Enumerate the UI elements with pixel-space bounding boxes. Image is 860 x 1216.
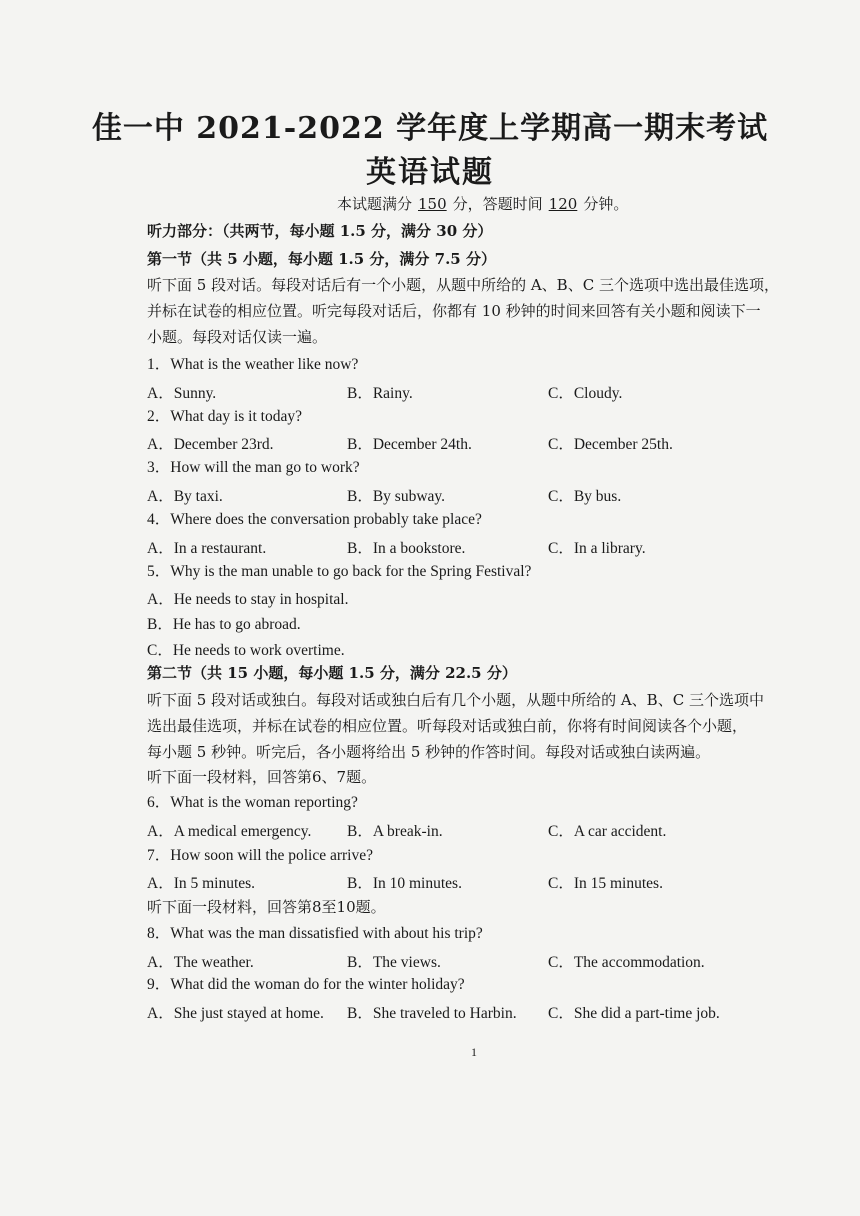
- q6-option-b: B．A break-in.: [347, 823, 443, 840]
- material-intro: 听下面一段材料，回答第6、7题。: [147, 768, 377, 786]
- section1-instruction-line: 并标在试卷的相应位置。听完每段对话后，你都有 10 秒钟的时间来回答有关小题和阅读下一: [147, 302, 761, 320]
- q8-option-a: A．The weather.: [147, 954, 254, 971]
- q7-option-a: A．In 5 minutes.: [147, 875, 256, 892]
- q8-option-b: B．The views.: [347, 954, 441, 971]
- section2-instruction-line: 每小题 5 秒钟。听完后，各小题将给出 5 秒钟的作答时间。每段对话或独白读两遍。: [147, 743, 711, 761]
- question-9: 9．What did the woman do for the winter holiday?: [147, 976, 465, 993]
- q7-option-c: C．In 15 minutes.: [548, 875, 663, 892]
- q5-option-c: C．He needs to work overtime.: [147, 642, 345, 659]
- q3-option-c: C．By bus.: [548, 488, 622, 505]
- section1-instruction-line: 听下面 5 段对话。每段对话后有一个小题，从题中所给的 A、B、C 三个选项中选出最佳选项，: [147, 276, 779, 294]
- q2-option-a: A．December 23rd.: [147, 436, 274, 453]
- q1-option-c: C．Cloudy.: [548, 385, 623, 402]
- question-2: 2．What day is it today?: [147, 408, 302, 425]
- exam-title: 佳一中 2021-2022 学年度上学期高一期末考试: [91, 111, 769, 146]
- q1-option-a: A．Sunny.: [147, 385, 217, 402]
- score-info: [337, 193, 628, 214]
- q5-option-b: B．He has to go abroad.: [147, 616, 301, 633]
- q2-option-c: C．December 25th.: [548, 436, 673, 453]
- q9-option-a: A．She just stayed at home.: [147, 1005, 324, 1022]
- q7-option-b: B．In 10 minutes.: [347, 875, 462, 892]
- section1-instruction-line: 小题。每段对话仅读一遍。: [147, 328, 328, 346]
- score-mid: 分，答题时间: [452, 195, 543, 213]
- q3-option-b: B．By subway.: [347, 488, 446, 505]
- q1-option-b: B．Rainy.: [347, 385, 413, 402]
- material-intro: 听下面一段材料，回答第8至10题。: [147, 898, 386, 916]
- question-1: 1．What is the weather like now?: [147, 356, 359, 373]
- section2-instruction-line: 选出最佳选项，并标在试卷的相应位置。听每段对话或独白前，你将有时间阅读各个小题，: [147, 717, 748, 735]
- time-value: 120: [548, 195, 578, 213]
- q4-option-b: B．In a bookstore.: [347, 540, 466, 557]
- question-4: 4．Where does the conversation probably take place?: [147, 511, 482, 528]
- question-8: 8．What was the man dissatisfied with about his trip?: [147, 925, 483, 942]
- question-3: 3．How will the man go to work?: [147, 459, 360, 476]
- score-value: 150: [418, 195, 447, 213]
- q8-option-c: C．The accommodation.: [548, 954, 705, 971]
- question-7: 7．How soon will the police arrive?: [147, 847, 373, 864]
- score-prefix: 本试题满分: [337, 195, 413, 213]
- question-5: 5．Why is the man unable to go back for the Spring Festival?: [147, 563, 532, 580]
- score-suffix: 分钟。: [583, 195, 629, 213]
- q9-option-b: B．She traveled to Harbin.: [347, 1005, 517, 1022]
- question-6: 6．What is the woman reporting?: [147, 794, 358, 811]
- section2-instruction-line: 听下面 5 段对话或独白。每段对话或独白后有几个小题，从题中所给的 A、B、C 三个选项中: [147, 691, 764, 709]
- page-number: 1: [471, 1045, 477, 1059]
- q2-option-b: B．December 24th.: [347, 436, 472, 453]
- exam-subtitle: 英语试题: [366, 155, 494, 190]
- section1-heading: 第一节（共 5 小题，每小题 1.5 分，满分 7.5 分）: [147, 250, 496, 268]
- q5-option-a: A．He needs to stay in hospital.: [147, 591, 349, 608]
- q4-option-a: A．In a restaurant.: [147, 540, 267, 557]
- q9-option-c: C．She did a part-time job.: [548, 1005, 720, 1022]
- q6-option-c: C．A car accident.: [548, 823, 667, 840]
- section2-heading: 第二节（共 15 小题，每小题 1.5 分，满分 22.5 分）: [147, 664, 517, 682]
- q3-option-a: A．By taxi.: [147, 488, 223, 505]
- q6-option-a: A．A medical emergency.: [147, 823, 312, 840]
- q4-option-c: C．In a library.: [548, 540, 646, 557]
- listening-heading: 听力部分：（共两节，每小题 1.5 分，满分 30 分）: [147, 222, 493, 240]
